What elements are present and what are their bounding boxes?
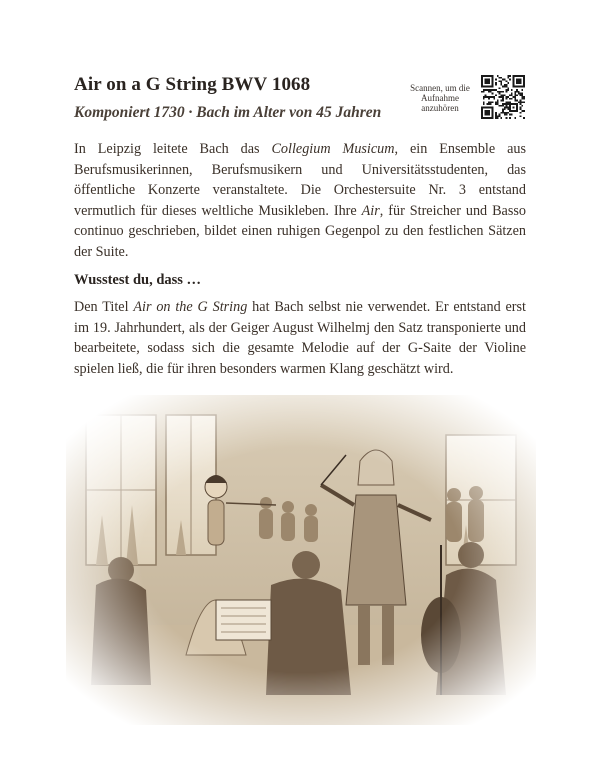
intro-emphasis-2: Air	[361, 202, 380, 219]
intro-text-1: In Leipzig leitete Bach das	[74, 141, 272, 157]
qr-code-icon[interactable]	[481, 75, 525, 119]
page-subtitle: Komponiert 1730 · Bach im Alter von 45 Jahren	[74, 104, 382, 121]
intro-text-2: , ein Ensemble aus Berufsmusikerinnen, Berufsmusikern und Universitätsstudenten, das öffentliche Konzerte veranstaltete. Die Orchestersuite Nr. 3 entstand vermutlich für dieses weltliche Musikleben. Ihre	[74, 141, 527, 219]
page-title: Air on a G String BWV 1068	[74, 74, 311, 95]
intro-paragraph	[74, 139, 526, 263]
orchestra-illustration	[66, 395, 536, 725]
fact-text-1: Den Titel	[74, 299, 134, 315]
fact-paragraph	[74, 297, 526, 379]
fact-emphasis-1: Air on the G String	[133, 299, 248, 315]
fact-text-2: hat Bach selbst nie verwendet. Er entstand erst im 19. Jahrhundert, als der Geiger August Wilhelmj den Satz transponierte und bearbeitete, sodass sich die gesamte Melodie auf der G-Saite der Violine spielen ließ, die für ihren besonders warmen Klang geschätzt wird.	[74, 299, 526, 377]
fact-heading: Wusstest du, dass …	[74, 272, 202, 288]
qr-hint-text: Scannen, um die Aufnahme anzuhören	[410, 83, 470, 113]
intro-emphasis-1: Collegium Musicum	[271, 141, 395, 157]
intro-text-3: , für Streicher und Basso continuo geschrieben, bildet einen ruhigen Gegenpol zu den festlichen Sätzen der Suite.	[74, 202, 526, 260]
